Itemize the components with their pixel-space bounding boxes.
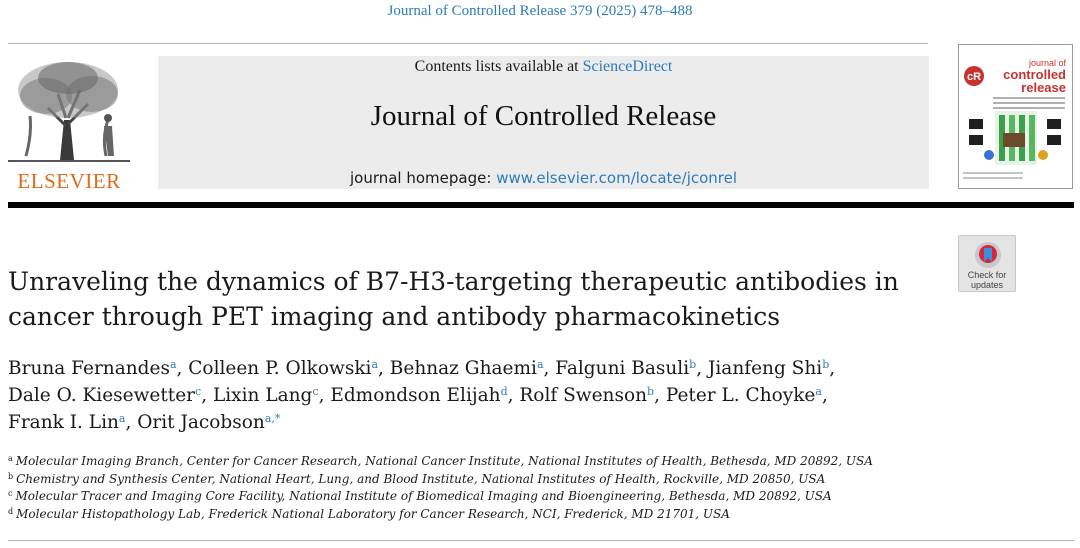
section-divider [8,540,1074,541]
header-divider [8,43,928,44]
author-separator: , [201,385,213,406]
affiliation-text: Molecular Imaging Branch, Center for Cancer Research, National Cancer Institute, National Institutes of Health, Bethesda, MD 20892, USA [15,454,873,468]
cover-artwork-icon [969,111,1063,167]
article-title-line-2: cancer through PET imaging and antibody pharmacokinetics [8,302,781,331]
author[interactable]: Lixin Lang [212,385,313,406]
contents-line [158,58,929,76]
header-thick-rule [8,202,1074,208]
affiliation-mark: b [8,471,14,481]
article-title [8,264,938,334]
author-separator: , [829,358,836,379]
author-separator: , [507,385,520,406]
author-affiliation-mark[interactable]: b [689,358,697,371]
author-separator: , [821,385,828,406]
author-separator: , [318,385,331,406]
cover-line-2: controlled [1003,67,1066,82]
contents-prefix: Contents lists available at [414,58,579,75]
cfu-line-2: updates [970,280,1004,290]
author-affiliation-mark[interactable]: d [500,385,508,398]
author[interactable]: Dale O. Kiesewetter [8,385,196,406]
author-affiliation-mark[interactable]: a [118,412,126,425]
author-separator: , [696,358,708,379]
author-separator: , [176,358,189,379]
author[interactable]: Jianfeng Shi [707,358,823,379]
author-separator: , [543,358,556,379]
cover-line-1: journal of [1028,58,1066,68]
author-affiliation-mark[interactable]: b [822,358,830,371]
cr-logo-icon [963,65,985,87]
cfu-line-1: Check for [967,270,1007,280]
author-affiliation-mark[interactable]: c [195,385,202,398]
sciencedirect-link[interactable]: ScienceDirect [582,58,673,75]
article-title-line-1: Unraveling the dynamics of B7-H3-targeting therapeutic antibodies in [8,267,899,296]
journal-citation[interactable]: Journal of Controlled Release 379 (2025) 478–488 [387,3,693,19]
cover-small-text [993,97,1065,112]
affiliation-text: Molecular Tracer and Imaging Core Facility, National Institute of Biomedical Imaging and Bioengineering, Bethesda, MD 20892, USA [15,489,832,503]
author[interactable]: Peter L. Choyke [665,385,816,406]
affiliation-text: Chemistry and Synthesis Center, National Heart, Lung, and Blood Institute, National Institutes of Health, Rockville, MD 20850, USA [16,471,826,486]
author-affiliation-mark[interactable]: a [536,358,544,371]
homepage-prefix: journal homepage: [349,169,492,187]
bookmark-ribbon-icon [973,240,1003,270]
affiliation-item [8,453,1008,471]
author-affiliation-mark[interactable]: a [815,385,822,398]
author-affiliation-mark[interactable]: a,* [264,412,281,425]
author-separator: , [378,358,390,379]
author-affiliation-mark[interactable]: a [169,358,177,371]
author[interactable]: Edmondson Elijah [330,385,501,406]
homepage-link[interactable]: www.elsevier.com/locate/jconrel [496,169,738,187]
affiliation-mark: a [8,454,13,463]
affiliation-item [8,506,1008,524]
svg-text:cR: cR [967,71,982,83]
author-affiliation-mark[interactable]: a [371,358,379,371]
author-affiliation-mark[interactable]: c [312,385,319,398]
author-separator: , [125,412,138,433]
affiliation-mark: c [8,489,13,498]
affiliation-text: Molecular Histopathology Lab, Frederick National Laboratory for Cancer Research, NCI, Frederick, MD 21701, USA [16,506,730,521]
journal-title[interactable]: Journal of Controlled Release [370,100,717,132]
check-for-updates-button[interactable] [958,235,1016,292]
journal-banner [158,56,929,189]
cover-footer-text [963,172,1023,182]
homepage-line [158,169,929,187]
author[interactable]: Bruna Fernandes [8,358,170,379]
author[interactable]: Orit Jacobson [137,412,265,433]
check-for-updates-label [959,270,1015,290]
affiliation-mark: d [8,506,14,516]
author[interactable]: Falguni Basuli [555,358,690,379]
author[interactable]: Colleen P. Olkowski [188,358,372,379]
author-list [8,355,1008,436]
affiliation-list [8,453,1008,523]
elsevier-tree-icon [8,56,130,168]
affiliation-item [8,471,1008,489]
cover-line-3: release [1021,80,1066,95]
elsevier-logo[interactable] [8,56,130,192]
journal-cover[interactable] [958,44,1073,189]
author[interactable]: Frank I. Lin [8,412,119,433]
author[interactable]: Rolf Swenson [519,385,648,406]
affiliation-item [8,488,1008,506]
elsevier-wordmark: ELSEVIER [17,169,121,193]
author[interactable]: Behnaz Ghaemi [389,358,537,379]
author-separator: , [654,385,666,406]
author-affiliation-mark[interactable]: b [647,385,655,398]
